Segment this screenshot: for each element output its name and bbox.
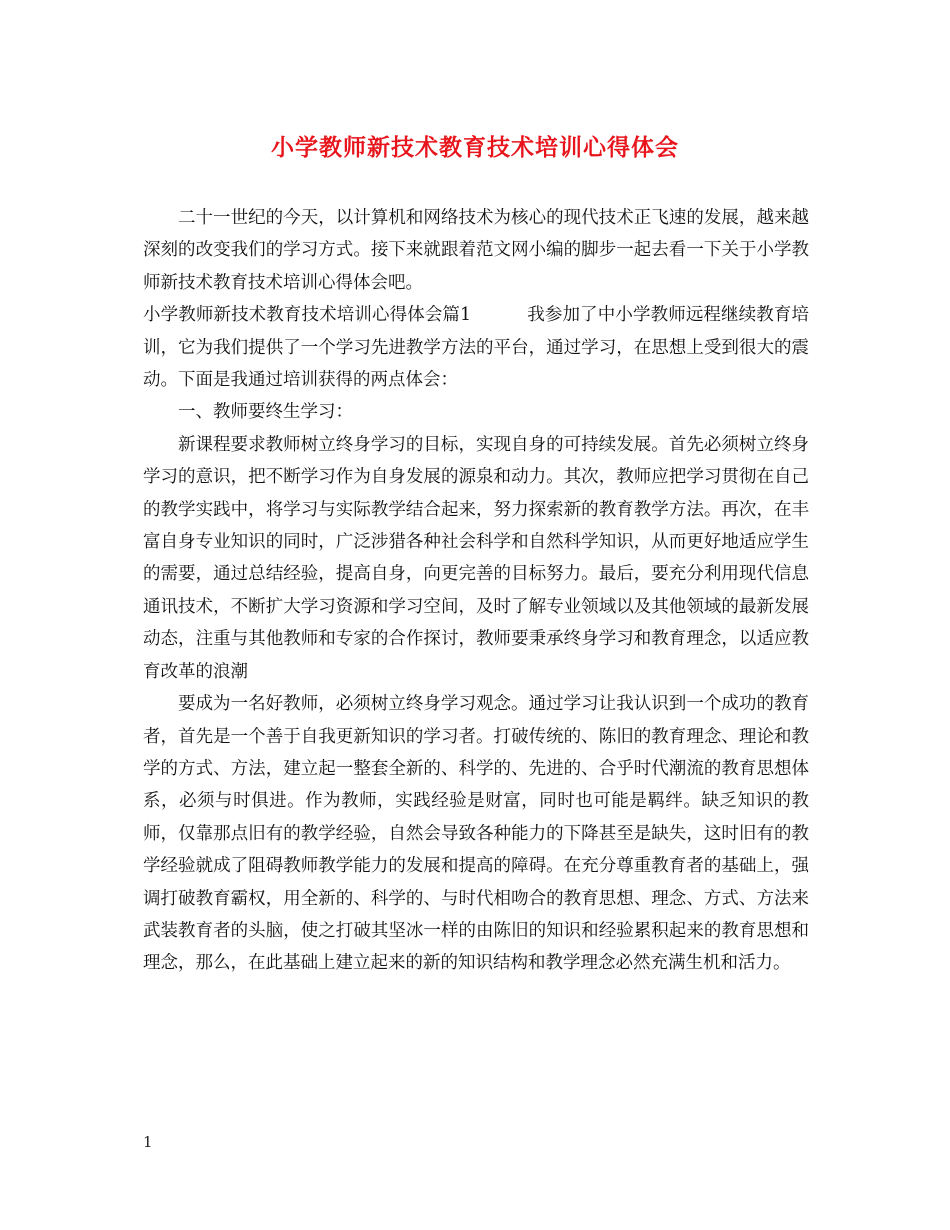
document-title: 小学教师新技术教育技术培训心得体会 xyxy=(271,134,679,161)
section-first-paragraph: 我参加了中小学教师远程继续教育培训，它为我们提供了一个学习先进教学方法的平台，通过学习，在思想上受到很大的震动。下面是我通过培训获得的两点体会： xyxy=(143,305,810,391)
page-number: 1 xyxy=(143,1133,153,1151)
intro-paragraph: 二十一世纪的今天，以计算机和网络技术为核心的现代技术正飞速的发展，越来越深刻的改变我们的学习方式。接下来就跟着范文网小编的脚步一起去看一下关于小学教师新技术教育技术培训心得体会吧。 xyxy=(143,208,809,293)
document-body xyxy=(143,202,809,980)
point-one-heading: 一、教师要终生学习： xyxy=(178,402,353,423)
section-paragraph xyxy=(143,299,809,396)
body-paragraph-1: 新课程要求教师树立终身学习的目标，实现自身的可持续发展。首先必须树立终身学习的意识，把不断学习作为自身发展的源泉和动力。其次，教师应把学习贯彻在自己的教学实践中，将学习与实际教学结合起来，努力探索新的教育教学方法。再次，在丰富自身专业知识的同时，广泛涉猎各种社会科学和自然科学知识，从而更好地适应学生的需要，通过总结经验，提高自身，向更完善的目标努力。最后，要充分利用现代信息通讯技术，不断扩大学习资源和学习空间，及时了解专业领域以及其他领域的最新发展动态，注重与其他教师和专家的合作探讨，教师要秉承终身学习和教育理念，以适应教育改革的浪潮 xyxy=(143,434,809,682)
section-heading: 小学教师新技术教育技术培训心得体会篇1 xyxy=(143,305,472,326)
body-paragraph-2: 要成为一名好教师，必须树立终身学习观念。通过学习让我认识到一个成功的教育者，首先是一个善于自我更新知识的学习者。打破传统的、陈旧的教育理念、理论和教学的方式、方法，建立起一整套全新的、科学的、先进的、合乎时代潮流的教育思想体系，必须与时俱进。作为教师，实践经验是财富，同时也可能是羁绊。缺乏知识的教师，仅靠那点旧有的教学经验，自然会导致各种能力的下降甚至是缺失，这时旧有的教学经验就成了阻碍教师教学能力的发展和提高的障碍。在充分尊重教育者的基础上，强调打破教育霸权，用全新的、科学的、与时代相吻合的教育思想、理念、方式、方法来武装教育者的头脑，使之打破其坚冰一样的由陈旧的知识和经验累积起来的教育思想和理念，那么，在此基础上建立起来的新的知识结构和教学理念必然充满生机和活力。 xyxy=(143,694,809,974)
